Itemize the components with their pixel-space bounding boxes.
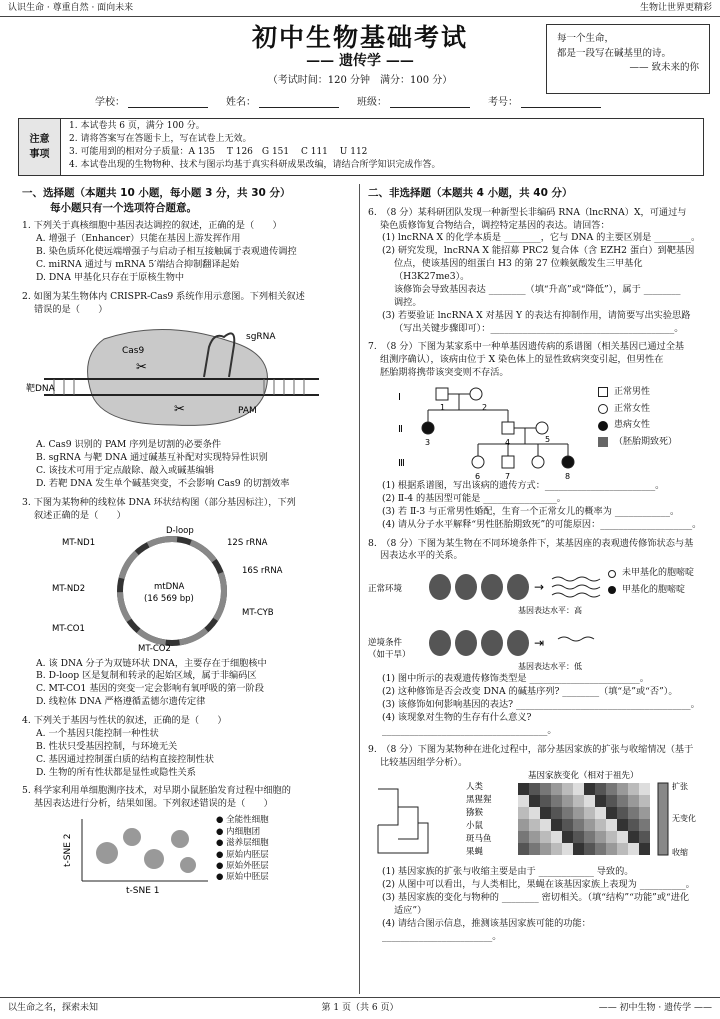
heatmap-cell <box>584 783 595 795</box>
section2-title: 二、非选择题（本题共 4 小题，共 40 分） <box>368 187 573 199</box>
cut-site-bottom-icon: ✂ <box>174 401 185 417</box>
q8-sub-4[interactable]: (4) 该现象对生物的生存有什么意义? ____________________________________。 <box>382 711 557 736</box>
q9-line: 比较基因组学分析）。 <box>380 756 468 768</box>
heatmap-cell <box>606 831 617 843</box>
q5-stem-line1: 5. 科学家利用单细胞测序技术，对早期小鼠胚胎发育过程中细胞的 <box>22 785 291 797</box>
heatmap-cell <box>639 843 650 855</box>
stress-env-label: 逆境条件 <box>368 638 403 649</box>
mtdna-center-label: mtDNA <box>154 581 185 592</box>
heatmap-cell <box>562 807 573 819</box>
cas9-label: Cas9 <box>122 345 145 356</box>
heatmap-cell <box>595 783 606 795</box>
pedigree-male-normal <box>502 422 514 434</box>
svg-text:猕猴: 猕猴 <box>466 808 484 819</box>
question-7 <box>368 341 704 531</box>
svg-text:黑猩猩: 黑猩猩 <box>466 795 492 806</box>
heatmap-cell <box>518 783 529 795</box>
legend-methylated: 甲基化的胞嘧啶 <box>622 584 686 595</box>
legend-embryonic-lethal: （胚胎期致死） <box>614 436 678 447</box>
heatmap-cell <box>595 819 606 831</box>
heatmap-cell <box>617 807 628 819</box>
footer-left: 以生命之名，探索未知 <box>8 1003 99 1013</box>
field-school-line[interactable] <box>128 96 208 108</box>
svg-text:3: 3 <box>425 438 431 448</box>
q3-option-d[interactable]: D. 线粒体 DNA 严格遵循孟德尔遗传定律 <box>36 696 206 708</box>
svg-text:2: 2 <box>482 403 488 413</box>
svg-text:果蝇: 果蝇 <box>466 847 484 858</box>
co2-label: MT-CO2 <box>138 643 171 653</box>
q2-stem-line2: 错误的是（ ） <box>34 303 108 315</box>
heatmap-cell <box>540 819 551 831</box>
legend-affected-female: 患病女性 <box>614 420 651 431</box>
heatmap-cell <box>617 831 628 843</box>
question-2 <box>22 291 352 491</box>
tsne-legend-item: ● 原始内胚层 <box>216 849 269 860</box>
notice-body <box>61 119 448 175</box>
heatmap-cell <box>595 831 606 843</box>
svg-text:7: 7 <box>505 472 511 481</box>
svg-text:人类: 人类 <box>466 782 484 793</box>
heatmap-cell <box>551 819 562 831</box>
heatmap-cell <box>518 795 529 807</box>
svg-text:小鼠: 小鼠 <box>466 821 484 832</box>
heatmap-cell <box>606 819 617 831</box>
nd2-label: MT-ND2 <box>52 583 86 594</box>
q8-line: 8. （8 分）下图为某生物在不同环境条件下，某基因座的表观遗传修饰状态与基 <box>368 537 694 549</box>
q9-sub-3[interactable]: (3) 基因家族的变化与物种的 ________ 密切相关。（填“结构”“功能”或“进化 <box>382 892 690 904</box>
q4-stem: 4. 下列关于基因与性状的叙述，正确的是（ ） <box>22 715 227 726</box>
heatmap-cell <box>628 795 639 807</box>
q1-option-d[interactable]: D. DNA 甲基化只存在于原核生物中 <box>36 271 185 283</box>
heatmap-cell <box>606 783 617 795</box>
q6-sub-2-cont: 位点，使该基因的组蛋白 H3 的第 27 位赖氨酸发生三甲基化（H3K27me3）。 <box>394 258 643 283</box>
epigenetics-diagram <box>368 563 608 673</box>
field-name-label: 姓名： <box>226 97 256 108</box>
heatmap-cell <box>551 831 562 843</box>
heatmap-cell <box>573 843 584 855</box>
q7-sub-3[interactable]: (3) 若 Ⅱ-3 与正常男性婚配，生育一个正常女儿的概率为 ____________。 <box>382 505 680 517</box>
q7-sub-2[interactable]: (2) Ⅱ-4 的基因型可能是 ________________。 <box>382 492 566 504</box>
q7-line: 胚胎期将携带该突变则不存活。 <box>380 367 509 379</box>
heatmap-cell <box>518 831 529 843</box>
field-class-label: 班级： <box>357 97 387 108</box>
heatmap-cell <box>551 783 562 795</box>
q3-option-a[interactable]: A. 该 DNA 分子为双链环状 DNA，主要存在于细胞核中 <box>36 657 267 669</box>
heatmap-cell <box>518 843 529 855</box>
notice-box <box>18 118 704 176</box>
heatmap-cell <box>639 783 650 795</box>
scale-expand: 扩张 <box>672 782 688 792</box>
field-class-line[interactable] <box>390 96 470 108</box>
student-info-fields <box>95 96 655 110</box>
question-9 <box>368 744 704 944</box>
heatmap-cell <box>562 819 573 831</box>
page-number: 第 1 页（共 6 页） <box>321 1003 399 1013</box>
heatmap-cell <box>639 819 650 831</box>
heatmap-cell <box>595 807 606 819</box>
tsne-legend-item: ● 滋养层细胞 <box>216 838 269 849</box>
q2-stem-line1: 2. 如图为某生物体内 CRISPR-Cas9 系统作用示意图。下列相关叙述 <box>22 290 305 302</box>
q4-option-a[interactable]: A. 一个基因只能控制一种性状 <box>36 727 159 739</box>
tsne-clusters <box>96 828 196 873</box>
question-3 <box>22 497 352 709</box>
pedigree-female-normal <box>536 422 548 434</box>
heatmap-cell <box>606 807 617 819</box>
q4-option-b[interactable]: B. 性状只受基因控制，与环境无关 <box>36 740 178 752</box>
field-id-line[interactable] <box>521 96 601 108</box>
q9-sub-1[interactable]: (1) 基因家族的扩张与收缩主要是由于 ____________ 导致的。 <box>382 866 634 878</box>
q2-option-a[interactable]: A. Cas9 识别的 PAM 序列是切割的必要条件 <box>36 439 222 451</box>
q3-stem-line2: 叙述正确的是（ ） <box>34 509 126 521</box>
normal-env-label: 正常环境 <box>368 584 403 595</box>
left-column <box>22 186 352 895</box>
heatmap-cell <box>628 843 639 855</box>
heatmap-cell <box>584 843 595 855</box>
svg-text:5: 5 <box>545 435 551 445</box>
q3-option-c[interactable]: C. MT-CO1 基因的突变一定会影响有氧呼吸的第一阶段 <box>36 683 264 695</box>
heatmap-cell <box>628 831 639 843</box>
heatmap-cell <box>628 783 639 795</box>
nd1-label: MT-ND1 <box>62 537 96 548</box>
q6-sub-2-cont: 调控。 <box>394 296 422 308</box>
top-bar <box>0 0 720 17</box>
right-column <box>368 186 704 944</box>
page-footer <box>0 997 720 1019</box>
pam-label: PAM <box>238 405 257 416</box>
notice-item: 3. 可能用到的相对分子质量：A 135 T 126 G 151 C 111 U 112 <box>69 147 368 158</box>
tsne-y-label: t-SNE 2 <box>63 833 73 868</box>
legend-normal-female: 正常女性 <box>614 403 651 414</box>
heatmap-cell <box>628 819 639 831</box>
q2-option-b[interactable]: B. sgRNA 与靶 DNA 通过碱基互补配对实现特异性识别 <box>36 452 268 464</box>
nucleosomes-stress <box>429 630 529 656</box>
heatmap-cell <box>562 795 573 807</box>
expression-low: 基因表达水平：低 <box>518 662 582 672</box>
mtdna-size-label: (16 569 bp) <box>144 593 194 604</box>
top-left-motto: 认识生命 · 尊重自然 · 面向未来 <box>8 3 134 13</box>
heatmap-cell <box>584 819 595 831</box>
tsne-legend-item: ● 原始外胚层 <box>216 861 269 871</box>
section1-subtitle: 每小题只有一个选项符合题意。 <box>50 201 197 214</box>
species-labels <box>466 781 492 857</box>
nucleosomes-normal <box>429 574 529 600</box>
heatmap-cell <box>584 807 595 819</box>
heatmap-cell <box>639 831 650 843</box>
top-right-motto: 生物让世界更精彩 <box>639 3 712 13</box>
legend-normal-male: 正常男性 <box>614 387 651 398</box>
heatmap-cell <box>551 795 562 807</box>
heatmap-cell <box>617 843 628 855</box>
heatmap-cell <box>617 783 628 795</box>
quote-line-1: 每一个生命， <box>557 33 615 44</box>
heatmap-cell <box>540 807 551 819</box>
q6-line: 6. （8 分）某科研团队发现一种新型长非编码 RNA（lncRNA）X，可通过与 <box>368 206 687 218</box>
sgrna-label: sgRNA <box>246 331 276 342</box>
cut-site-top-icon: ✂ <box>136 359 147 375</box>
dloop-label: D-loop <box>166 525 194 536</box>
q4-option-c[interactable]: C. 基因通过控制蛋白质的结构直接控制性状 <box>36 753 214 765</box>
heatmap-cell <box>562 843 573 855</box>
section1-title: 一、选择题（本题共 10 小题，每小题 3 分，共 30 分） <box>22 187 291 199</box>
q8-sub-2[interactable]: (2) 这种修饰是否会改变 DNA 的碱基序列? ________（填“是”或“否”）。 <box>382 686 678 698</box>
heatmap-cell <box>540 795 551 807</box>
crispr-diagram <box>24 317 324 435</box>
pedigree-male-normal <box>436 388 448 400</box>
mrna-waves <box>552 577 600 597</box>
svg-text:8: 8 <box>565 472 571 481</box>
heatmap-cell <box>639 807 650 819</box>
co1-label: MT-CO1 <box>52 623 85 634</box>
q8-sub-1[interactable]: (1) 图中所示的表观遗传修饰类型是 ________________________。 <box>382 673 649 685</box>
q7-line: 7. （8 分）下图为某家系中一种单基因遗传病的系谱图（相关基因已通过全基 <box>368 341 685 353</box>
pedigree-female-affected <box>422 422 434 434</box>
q6-sub-3[interactable]: (3) 若要验证 lncRNA X 对基因 Y 的表达有抑制作用，请简要写出实验思路 <box>382 309 691 321</box>
q4-option-d[interactable]: D. 生物的所有性状都是显性或隐性关系 <box>36 766 196 778</box>
heatmap-cell <box>562 831 573 843</box>
heatmap-cell <box>595 843 606 855</box>
question-5 <box>22 785 352 895</box>
notice-header: 注意 事项 <box>19 119 61 175</box>
q1-option-c[interactable]: C. miRNA 通过与 mRNA 5′端结合抑制翻译起始 <box>36 259 240 270</box>
legend-unmethylated: 未甲基化的胞嘧啶 <box>622 568 695 579</box>
phylogenetic-tree <box>378 789 428 853</box>
pedigree-chart <box>368 380 578 480</box>
notice-item: 4. 本试卷出现的生物物种、技术与图示均基于真实科研成果改编，请结合所学知识完成作答。 <box>69 160 441 171</box>
s12-label: 12S rRNA <box>227 537 268 548</box>
heatmap-cell <box>529 843 540 855</box>
gene-family-heatmap <box>368 769 704 861</box>
quote-signature: —— 致未来的你 <box>629 62 699 74</box>
q2-option-c[interactable]: C. 该技术可用于定点敲除、敲入或碱基编辑 <box>36 465 214 477</box>
svg-text:斑马鱼: 斑马鱼 <box>466 834 492 845</box>
q6-sub-1[interactable]: (1) lncRNA X 的化学本质是 ________，它与 DNA 的主要区别是 ________。 <box>382 232 701 244</box>
heatmap-cell <box>540 783 551 795</box>
q7-sub-1[interactable]: (1) 根据系谱图，写出该病的遗传方式：________________________。 <box>382 480 665 492</box>
heatmap-title: 基因家族变化（相对于祖先） <box>528 771 639 782</box>
q8-line: 因表达水平的关系。 <box>380 550 463 562</box>
heatmap-cell <box>617 819 628 831</box>
scale-neutral: 无变化 <box>672 814 696 824</box>
q5-stem-line2: 基因表达进行分析，结果如图。下列叙述错误的是（ ） <box>34 798 273 810</box>
gen-1-label: Ⅰ <box>398 392 401 404</box>
heatmap-cell <box>551 843 562 855</box>
gen-2-label: Ⅱ <box>398 424 403 436</box>
target-dna-label: 靶DNA <box>26 383 55 394</box>
question-6 <box>368 207 704 336</box>
exam-info: （考试时间：120 分钟 满分：100 分） <box>267 75 453 86</box>
heatmap-cell <box>617 795 628 807</box>
heatmap-cell <box>573 783 584 795</box>
stress-env-note: （如干旱） <box>368 650 411 661</box>
heatmap-cell <box>529 795 540 807</box>
question-4 <box>22 715 352 779</box>
q7-sub-4[interactable]: (4) 请从分子水平解释“男性胚胎期致死”的可能原因：____________________。 <box>382 518 702 530</box>
heatmap-cell <box>529 783 540 795</box>
q9-sub-4[interactable]: (4) 请结合图示信息，推测该基因家族可能的功能：________________________。 <box>382 917 591 942</box>
q8-sub-3[interactable]: (3) 该修饰如何影响基因的表达? ______________________________________。 <box>382 699 700 711</box>
quote-box <box>546 24 710 94</box>
quote-line-2: 都是一段写在碱基里的诗。 <box>557 47 672 59</box>
heatmap-cell <box>529 819 540 831</box>
q9-sub-3-cont: 适应”） <box>394 904 427 916</box>
heatmap-cell <box>628 807 639 819</box>
heatmap-cell <box>573 795 584 807</box>
epigenetics-legend <box>608 567 694 673</box>
q1-stem: 1. 下列关于真核细胞中基因表达调控的叙述，正确的是（ ） <box>22 220 282 232</box>
heatmap-cell <box>584 831 595 843</box>
heatmap-cell <box>518 819 529 831</box>
mrna-wave-low <box>558 637 594 641</box>
tsne-legend-item: ● 内细胞团 <box>216 826 261 837</box>
notice-item: 2. 请将答案写在答题卡上，写在试卷上无效。 <box>69 134 252 145</box>
q7-line: 组测序确认），该病由位于 X 染色体上的显性致病突变引起，但男性在 <box>380 354 664 366</box>
field-name-line[interactable] <box>259 96 339 108</box>
heatmap-cells <box>518 783 650 855</box>
tsne-legend <box>216 815 269 895</box>
field-school-label: 学校： <box>95 97 125 108</box>
heatmap-cell <box>551 807 562 819</box>
gen-3-label: Ⅲ <box>398 458 405 470</box>
notice-item: 1. 本试卷共 6 页，满分 100 分。 <box>69 121 205 131</box>
heatmap-scale-bar <box>658 783 668 855</box>
scale-contract: 收缩 <box>672 848 688 858</box>
arrow-icon: → <box>534 580 545 595</box>
footer-right: —— 初中生物 · 遗传学 —— <box>598 1003 712 1013</box>
q1-option-a[interactable]: A. 增强子（Enhancer）只能在基因上游发挥作用 <box>36 233 241 245</box>
heatmap-cell <box>529 807 540 819</box>
mtdna-diagram <box>22 523 322 653</box>
field-id-label: 考号： <box>488 97 518 108</box>
q3-stem-line1: 3. 下图为某物种的线粒体 DNA 环状结构图（部分基因标注），下列 <box>22 496 296 508</box>
heatmap-cell <box>584 795 595 807</box>
heatmap-cell <box>573 807 584 819</box>
question-8 <box>368 538 704 738</box>
blocked-arrow-icon: ⇥ <box>534 636 545 651</box>
q6-sub-2[interactable]: (2) 研究发现，lncRNA X 能招募 PRC2 复合体（含 EZH2 蛋白）到靶基因 <box>382 245 695 257</box>
page-subtitle: —— 遗传学 —— <box>306 53 414 69</box>
q6-line: 染色质修饰复合物结合，调控特定基因的表达。请回答： <box>380 219 610 231</box>
tsne-legend-item: ● 原始中胚层 <box>216 872 269 883</box>
heatmap-cell <box>573 819 584 831</box>
heatmap-cell <box>573 831 584 843</box>
svg-text:4: 4 <box>505 438 511 448</box>
q6-sub-3-cont: （写出关键步骤即可）：________________________________________。 <box>394 322 684 334</box>
q1-option-b[interactable]: B. 染色质环化使远端增强子与启动子相互接触属于表观遗传调控 <box>36 246 297 258</box>
pedigree-legend <box>598 386 677 480</box>
svg-text:6: 6 <box>475 472 481 481</box>
heatmap-cell <box>562 783 573 795</box>
heatmap-cell <box>606 843 617 855</box>
heatmap-cell <box>606 795 617 807</box>
column-divider <box>359 184 360 994</box>
heatmap-cell <box>518 807 529 819</box>
heatmap-cell <box>639 795 650 807</box>
page-title: 初中生物基础考试 <box>251 23 468 52</box>
q9-line: 9. （8 分）下图为某物种在进化过程中，部分基因家族的扩张与收缩情况（基于 <box>368 743 694 755</box>
tsne-plot <box>62 815 212 895</box>
q6-sub-2-cont: 该修饰会导致基因表达 ________（填“升高”或“降低”），属于 ________ <box>394 283 681 295</box>
pedigree-female-normal <box>470 388 482 400</box>
q2-option-d[interactable]: D. 若靶 DNA 发生单个碱基突变，不会影响 Cas9 的切割效率 <box>36 478 290 489</box>
expression-high: 基因表达水平：高 <box>518 606 582 616</box>
svg-text:1: 1 <box>440 403 446 413</box>
s16-label: 16S rRNA <box>242 565 283 576</box>
cyb-label: MT-CYB <box>242 607 274 618</box>
q3-option-b[interactable]: B. D-loop 区是复制和转录的起始区域，属于非编码区 <box>36 670 257 682</box>
q9-sub-2[interactable]: (2) 从图中可以看出，与人类相比，果蝇在该基因家族上表现为 __________。 <box>382 879 695 891</box>
heatmap-cell <box>595 795 606 807</box>
question-1 <box>22 220 352 284</box>
heatmap-cell <box>529 831 540 843</box>
tsne-legend-item: ● 全能性细胞 <box>216 815 269 826</box>
heatmap-cell <box>540 831 551 843</box>
heatmap-cell <box>540 843 551 855</box>
tsne-x-label: t-SNE 1 <box>126 886 160 896</box>
